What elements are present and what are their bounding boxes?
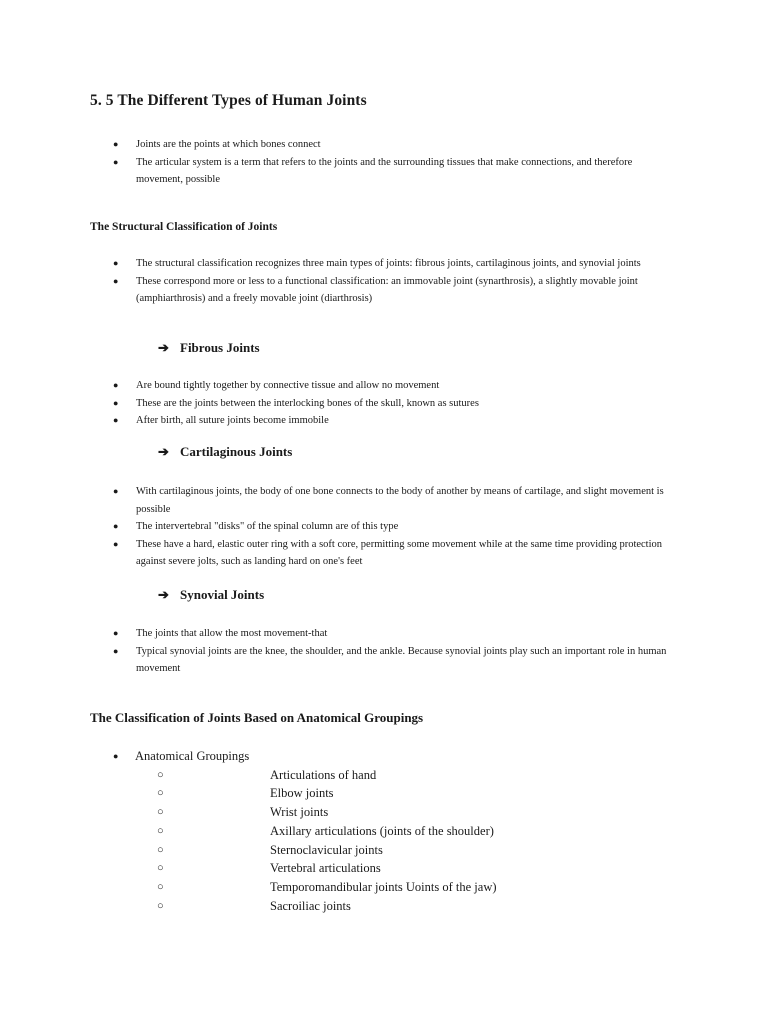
bullet-icon: ● — [113, 258, 119, 268]
list-item-text: Anatomical Groupings — [135, 749, 250, 763]
list-item-text: Are bound tightly together by connective tissue and allow no movement — [136, 380, 440, 391]
list-item — [0, 747, 671, 915]
page-title: 5. 5 The Different Types of Human Joints — [90, 92, 367, 109]
structural-heading: The Structural Classification of Joints — [90, 221, 278, 233]
fibrous-heading-label: Fibrous Joints — [180, 340, 260, 355]
sub-list-item-text: Sternoclavicular joints — [270, 842, 383, 857]
sub-list-item — [135, 897, 671, 916]
list-item — [0, 273, 672, 308]
bullet-icon: ● — [113, 156, 119, 167]
sub-list-item-text: Articulations of hand — [270, 767, 377, 782]
sub-list-item — [135, 766, 671, 785]
circle-bullet-icon: ○ — [157, 824, 164, 837]
list-item — [0, 136, 672, 154]
list-item-text: The structural classification recognizes three main types of joints: fibrous joints, cartilaginous joints, and synovial joints — [136, 258, 641, 269]
sub-list-item — [135, 822, 671, 841]
bullet-icon: ● — [113, 139, 119, 149]
list-item — [0, 536, 672, 571]
sub-list-item — [135, 784, 671, 803]
sub-list-item-text: Vertebral articulations — [270, 861, 381, 876]
cartilaginous-heading — [158, 444, 292, 460]
list-item — [0, 483, 672, 518]
circle-bullet-icon: ○ — [157, 843, 164, 856]
sub-list-item-text: Wrist joints — [270, 805, 329, 820]
list-item-text: The articular system is a term that refers to the joints and the surrounding tissues that make connections, and therefore movement, possible — [136, 156, 633, 185]
list-item — [0, 412, 672, 430]
bullet-icon: ● — [113, 486, 119, 496]
list-item — [0, 255, 672, 273]
sub-list-item-text: Axillary articulations (joints of the shoulder) — [270, 823, 494, 838]
list-item — [0, 377, 672, 395]
bullet-icon: ● — [113, 538, 119, 549]
sub-list-item — [135, 878, 671, 897]
synovial-bullet-list — [0, 625, 672, 678]
cartilaginous-bullet-list — [0, 483, 672, 571]
synovial-heading-label: Synovial Joints — [180, 587, 265, 602]
anatomical-sub-list — [135, 766, 671, 916]
list-item — [0, 643, 672, 678]
structural-bullet-list — [0, 255, 672, 308]
list-item — [0, 625, 672, 643]
intro-bullet-list — [0, 136, 672, 189]
bullet-icon: ● — [113, 645, 119, 656]
sub-list-item — [135, 841, 671, 860]
sub-list-item — [135, 859, 671, 878]
sub-list-item-text: Sacroiliac joints — [270, 898, 351, 913]
bullet-icon: ● — [113, 751, 119, 761]
list-item-text: The intervertebral "disks" of the spinal column are of this type — [136, 521, 399, 532]
circle-bullet-icon: ○ — [157, 787, 164, 800]
anatomical-bullet-list — [0, 747, 671, 915]
circle-bullet-icon: ○ — [157, 899, 164, 912]
cartilaginous-heading-label: Cartilaginous Joints — [180, 444, 293, 459]
list-item-text: Typical synovial joints are the knee, the shoulder, and the ankle. Because synovial joints play such an important role in human movement — [136, 645, 667, 674]
bullet-icon: ● — [113, 275, 119, 286]
arrow-right-icon: ➔ — [158, 587, 169, 602]
list-item-text: Joints are the points at which bones connect — [136, 139, 321, 150]
circle-bullet-icon: ○ — [157, 768, 164, 781]
bullet-icon: ● — [113, 628, 119, 638]
fibrous-bullet-list — [0, 377, 672, 430]
circle-bullet-icon: ○ — [157, 862, 164, 875]
sub-list-item-text: Temporomandibular joints Uoints of the jaw) — [270, 879, 497, 894]
bullet-icon: ● — [113, 397, 119, 408]
list-item-text: With cartilaginous joints, the body of one bone connects to the body of another by means of cartilage, and slight movement is possible — [136, 486, 664, 515]
synovial-heading — [158, 587, 264, 603]
list-item-text: These correspond more or less to a functional classification: an immovable joint (synarthrosis), a slightly movable joint (amphiarthrosis) and a freely movable joint (diarthrosis) — [136, 275, 638, 304]
sub-list-item — [135, 803, 671, 822]
list-item — [0, 395, 672, 413]
list-item-text: These are the joints between the interlocking bones of the skull, known as sutures — [136, 397, 479, 409]
bullet-icon: ● — [113, 521, 119, 531]
list-item — [0, 518, 672, 536]
list-item — [0, 154, 672, 189]
arrow-right-icon: ➔ — [158, 444, 169, 459]
list-item-text: The joints that allow the most movement-that — [136, 628, 328, 639]
list-item-text: These have a hard, elastic outer ring with a soft core, permitting some movement while at the same time providing protection against severe jolts, such as landing hard on one's feet — [136, 538, 663, 567]
anatomical-heading: The Classification of Joints Based on Anatomical Groupings — [90, 710, 424, 725]
list-item-text: After birth, all suture joints become immobile — [136, 415, 329, 426]
fibrous-heading — [158, 340, 260, 356]
bullet-icon: ● — [113, 415, 119, 425]
arrow-right-icon: ➔ — [158, 340, 169, 355]
bullet-icon: ● — [113, 380, 119, 390]
sub-list-item-text: Elbow joints — [270, 786, 334, 801]
circle-bullet-icon: ○ — [157, 806, 164, 819]
circle-bullet-icon: ○ — [157, 880, 164, 893]
